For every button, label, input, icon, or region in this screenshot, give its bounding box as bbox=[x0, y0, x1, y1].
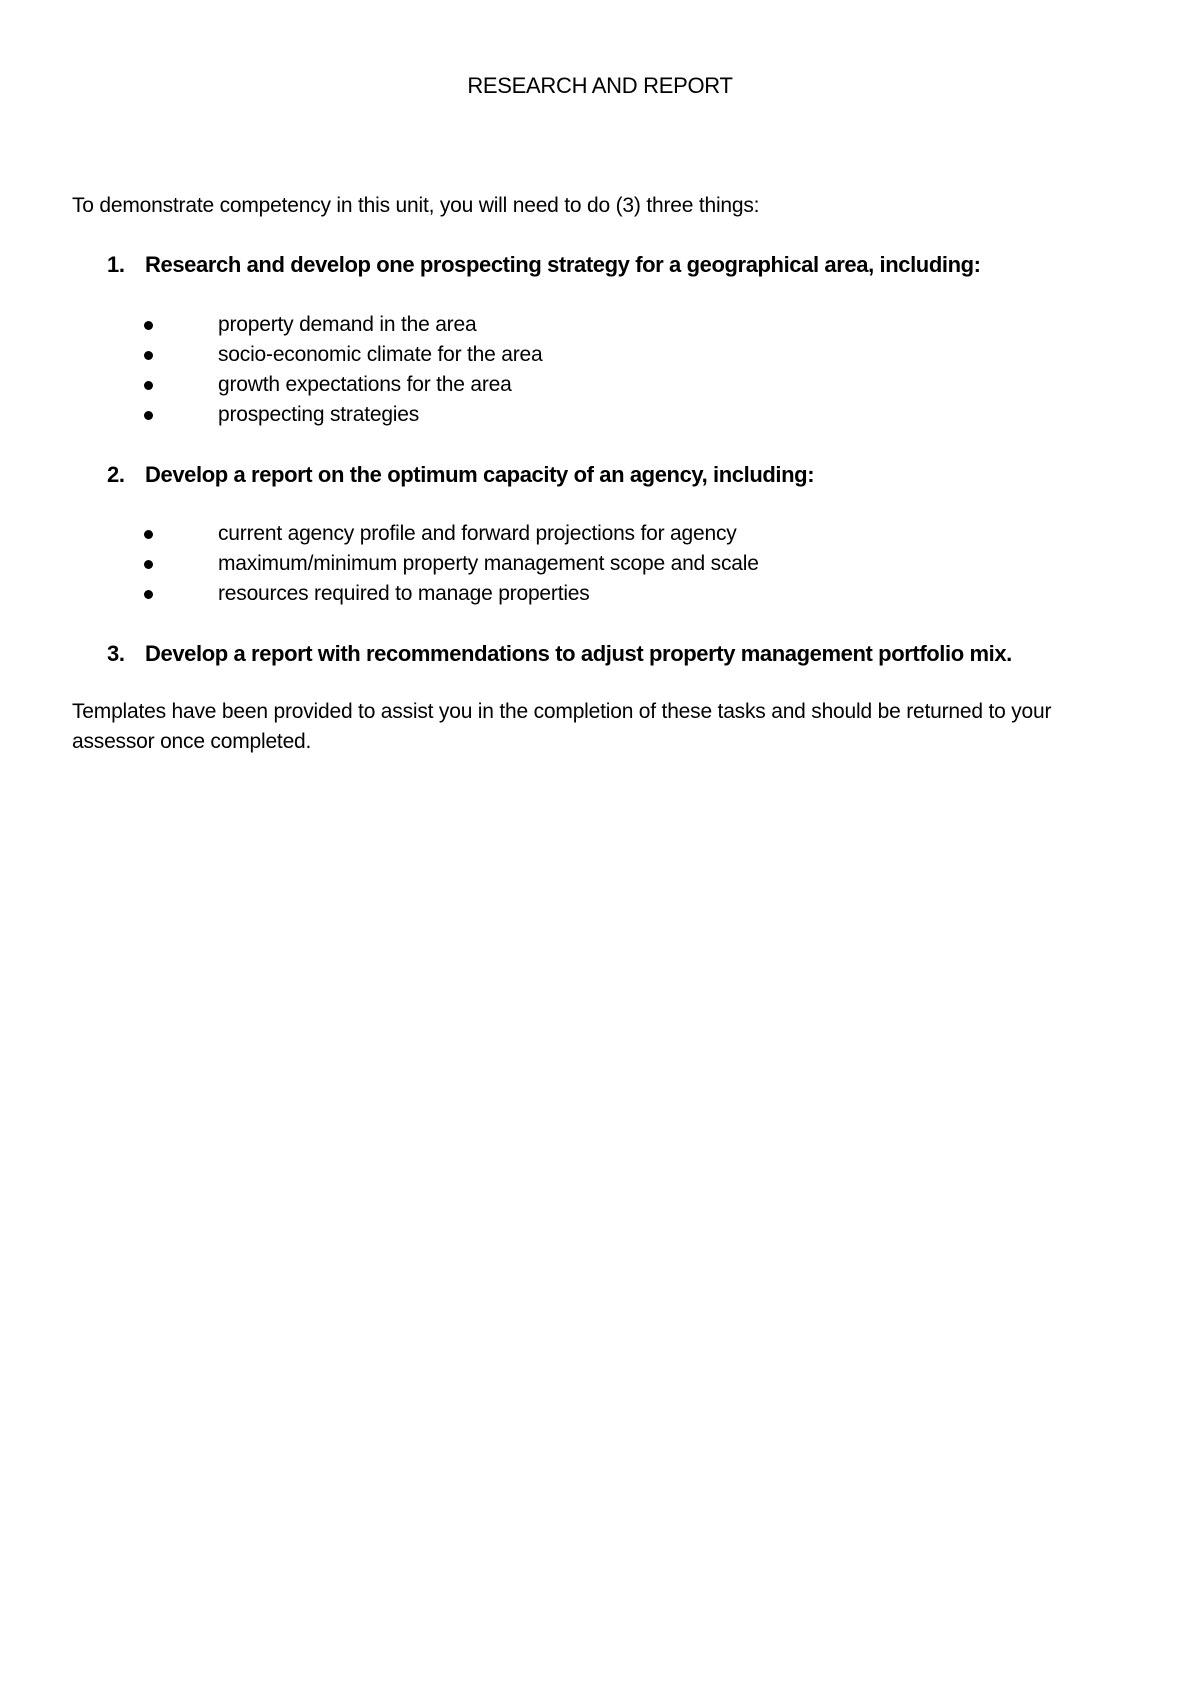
task-3-number: 3. bbox=[107, 641, 125, 666]
list-item-text: prospecting strategies bbox=[218, 403, 420, 426]
task-1-number: 1. bbox=[107, 252, 125, 277]
task-1-heading bbox=[107, 251, 981, 279]
task-2-text: Develop a report on the optimum capacity of an agency, including: bbox=[145, 462, 815, 487]
intro-paragraph: To demonstrate competency in this unit, you will need to do (3) three things: bbox=[72, 194, 760, 217]
list-item-text: current agency profile and forward projections for agency bbox=[218, 522, 737, 545]
bullet-icon bbox=[144, 590, 153, 599]
task-3-text: Develop a report with recommendations to adjust property management portfolio mix. bbox=[145, 641, 1012, 666]
bullet-icon bbox=[144, 381, 153, 390]
task-2-heading bbox=[107, 461, 814, 489]
closing-paragraph: Templates have been provided to assist you in the completion of these tasks and should be returned to your assessor once completed. bbox=[72, 700, 1052, 753]
bullet-icon bbox=[144, 560, 153, 569]
bullet-icon bbox=[144, 411, 153, 420]
task-3-heading bbox=[107, 640, 1012, 668]
list-item-text: resources required to manage properties bbox=[218, 582, 590, 605]
list-item-text: property demand in the area bbox=[218, 313, 477, 336]
bullet-icon bbox=[144, 351, 153, 360]
bullet-icon bbox=[144, 321, 153, 330]
document-title: RESEARCH AND REPORT bbox=[467, 73, 733, 98]
task-1-text: Research and develop one prospecting strategy for a geographical area, including: bbox=[145, 252, 981, 277]
list-item-text: maximum/minimum property management scope and scale bbox=[218, 552, 759, 575]
list-item-text: growth expectations for the area bbox=[218, 373, 512, 396]
bullet-icon bbox=[144, 530, 153, 539]
list-item-text: socio-economic climate for the area bbox=[218, 343, 543, 366]
task-2-number: 2. bbox=[107, 462, 125, 487]
